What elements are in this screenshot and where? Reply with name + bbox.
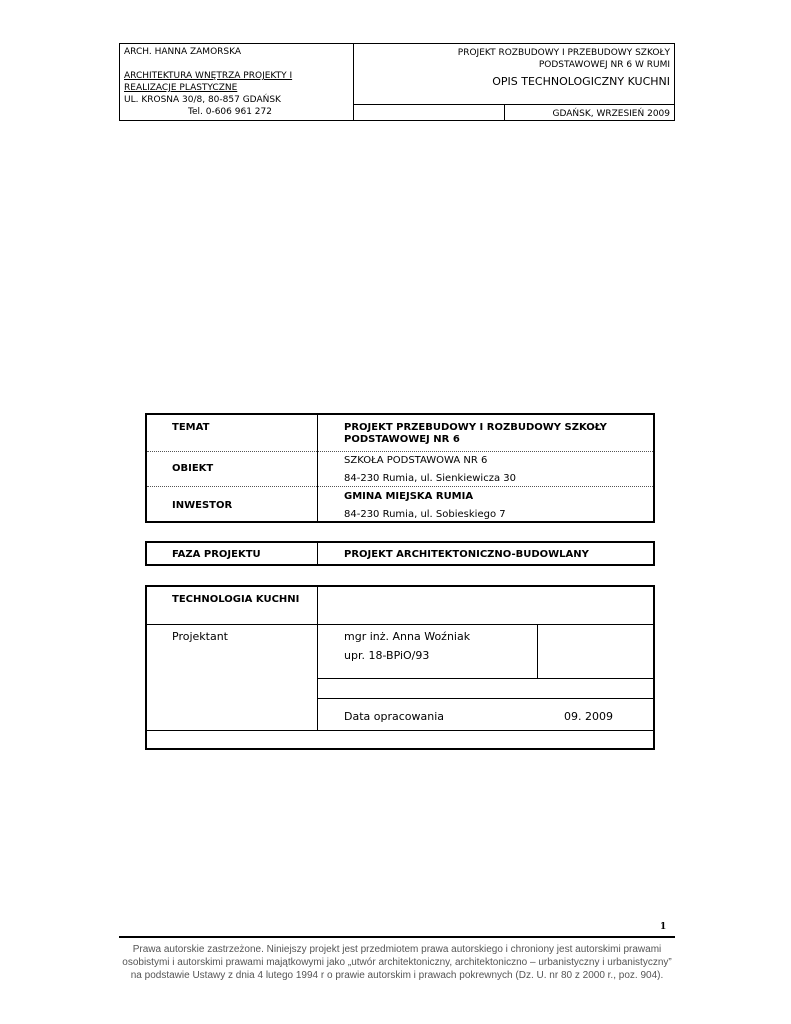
date-label: Data opracowania	[344, 710, 445, 723]
row-divider	[317, 678, 653, 679]
temat-label: TEMAT	[172, 422, 210, 433]
header-divider	[353, 104, 674, 105]
obiekt-value-line-2: 84-230 Rumia, ul. Sienkiewicza 30	[344, 473, 516, 484]
column-divider	[317, 543, 318, 564]
page-number: 1	[660, 922, 667, 932]
inwestor-value-line-2: 84-230 Rumia, ul. Sobieskiego 7	[344, 509, 506, 520]
row-divider	[147, 451, 653, 452]
title-block-header	[119, 43, 675, 121]
obiekt-value-line-1: SZKOŁA PODSTAWOWA NR 6	[344, 455, 488, 466]
copyright-notice	[100, 943, 694, 982]
header-divider	[504, 104, 505, 120]
inwestor-label: INWESTOR	[172, 500, 233, 511]
temat-value-line-1: PROJEKT PRZEBUDOWY I ROZBUDOWY SZKOŁY	[344, 422, 607, 433]
date-value: 09. 2009	[564, 710, 613, 723]
technology-title: TECHNOLOGIA KUCHNI	[172, 594, 300, 605]
row-divider	[147, 730, 653, 731]
copyright-line-1: Prawa autorskie zastrzeżone. Niniejszy projekt jest przedmiotem prawa autorskiego i chroniony jest autorskimi prawami	[132, 944, 662, 955]
header-divider	[353, 44, 354, 120]
place-and-date: GDAŃSK, WRZESIEŃ 2009	[552, 109, 670, 119]
footer-rule	[119, 936, 675, 938]
column-divider	[537, 624, 538, 678]
designer-name: mgr inż. Anna Woźniak	[344, 630, 471, 643]
copyright-line-2: osobistymi i autorskimi prawami majątkowymi jako „utwór architektoniczny, architektoniczno – urbanistyczny i urbanistyczny”	[122, 957, 672, 968]
phase-label: FAZA PROJEKTU	[172, 549, 261, 560]
kitchen-technology-table	[145, 585, 655, 750]
project-title-line-2: PODSTAWOWEJ NR 6 W RUMI	[538, 60, 670, 70]
row-divider	[147, 624, 653, 625]
designer-license: upr. 18-BPiO/93	[344, 649, 430, 662]
author-name: ARCH. HANNA ZAMORSKA	[124, 47, 242, 57]
company-line-1: ARCHITEKTURA WNĘTRZA PROJEKTY I	[124, 71, 293, 81]
column-divider	[317, 415, 318, 521]
designer-label: Projektant	[172, 630, 228, 643]
document-title: OPIS TECHNOLOGICZNY KUCHNI	[492, 75, 670, 88]
project-phase-table	[145, 541, 655, 566]
column-divider	[317, 587, 318, 730]
inwestor-value-line-1: GMINA MIEJSKA RUMIA	[344, 491, 474, 502]
temat-value-line-2: PODSTAWOWEJ NR 6	[344, 434, 460, 445]
company-phone: Tel. 0-606 961 272	[188, 107, 272, 117]
obiekt-label: OBIEKT	[172, 463, 214, 474]
row-divider	[147, 486, 653, 487]
row-divider	[317, 698, 653, 699]
project-title-line-1: PROJEKT ROZBUDOWY I PRZEBUDOWY SZKOŁY	[457, 48, 670, 58]
project-info-table	[145, 413, 655, 523]
copyright-line-3: na podstawie Ustawy z dnia 4 lutego 1994 r o prawie autorskim i prawach pokrewnych (Dz. U. nr 80 z 2000 r., poz. 904).	[130, 970, 664, 981]
phase-value: PROJEKT ARCHITEKTONICZNO-BUDOWLANY	[344, 549, 589, 560]
company-line-2: REALIZACJE PLASTYCZNE	[124, 83, 238, 93]
company-address: UL. KROSNA 30/8, 80-857 GDAŃSK	[124, 95, 281, 105]
